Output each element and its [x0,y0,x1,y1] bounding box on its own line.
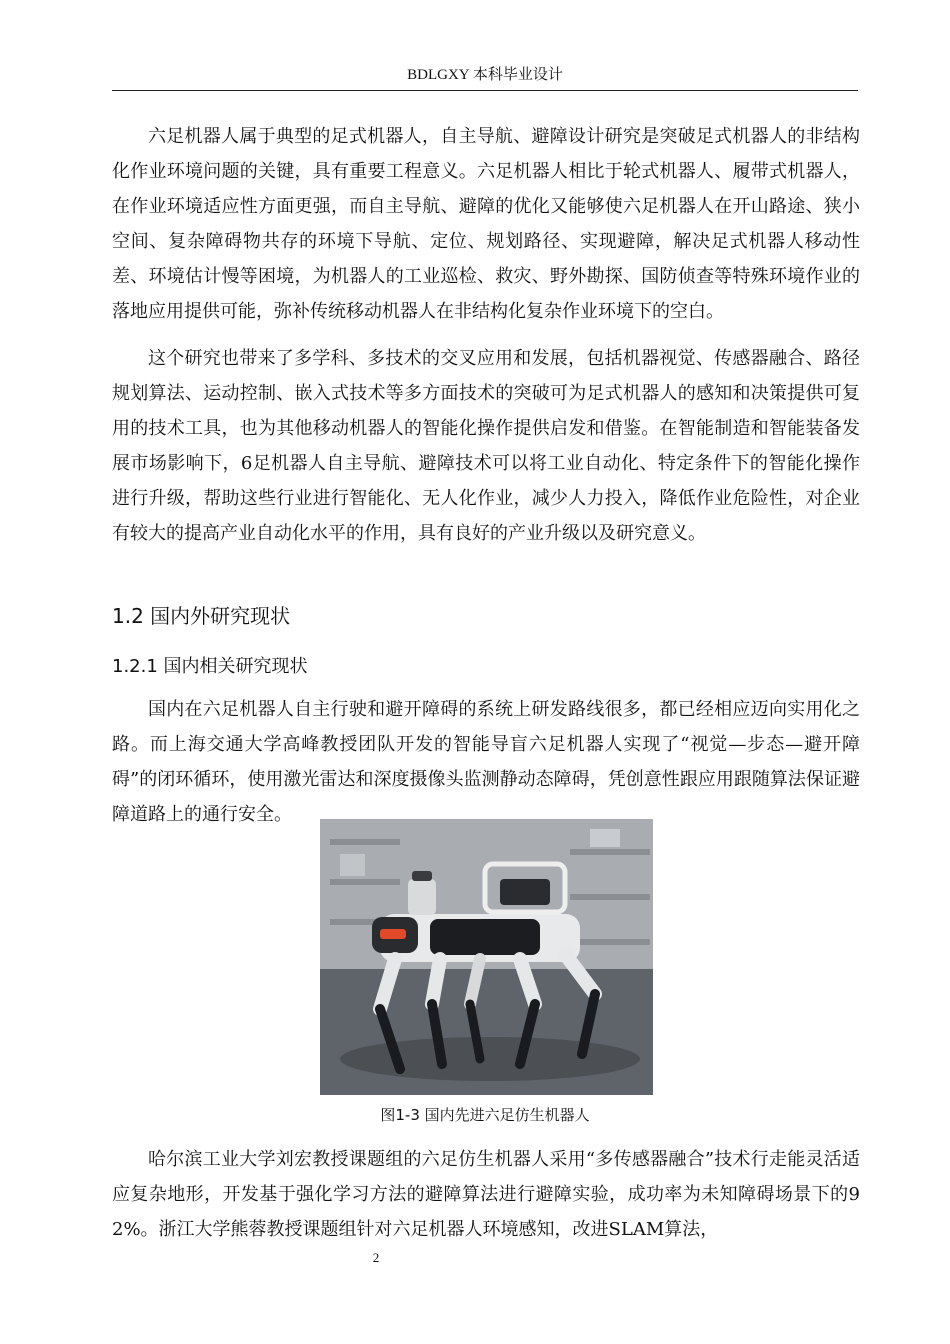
paragraph-interdisciplinary: 这个研究也带来了多学科、多技术的交叉应用和发展，包括机器视觉、传感器融合、路径规划算法、运动控制、嵌入式技术等多方面技术的突破可为足式机器人的感知和决策提供可复用的技术工具，也为其他移动机器人的智能化操作提供启发和借鉴。在智能制造和智能装备发展市场影响下，6足机器人自主导航、避障技术可以将工业自动化、特定条件下的智能化操作进行升级，帮助这些行业进行智能化、无人化作业，减少人力投入，降低作业危险性，对企业有较大的提高产业自动化水平的作用，具有良好的产业升级以及研究意义。 [112,348,860,544]
header-divider [112,90,858,91]
paragraph-harbin-research: 哈尔滨工业大学刘宏教授课题组的六足仿生机器人采用“多传感器融合”技术行走能灵活适应复杂地形，开发基于强化学习方法的避障算法进行避障实验，成功率为未知障碍场景下的92%。浙江大学熊蓉教授课题组针对六足机器人环境感知，改进SLAM算法， [112,1149,860,1240]
robot-figure-image [320,819,653,1095]
paragraph-significance: 六足机器人属于典型的足式机器人，自主导航、避障设计研究是突破足式机器人的非结构化作业环境问题的关键，具有重要工程意义。六足机器人相比于轮式机器人、履带式机器人，在作业环境适应性方面更强，而自主导航、避障的优化又能够使六足机器人在开山路途、狭小空间、复杂障碍物共存的环境下导航、定位、规划路径、实现避障，解决足式机器人移动性差、环境估计慢等困境，为机器人的工业巡检、救灾、野外勘探、国防侦查等特殊环境作业的落地应用提供可能，弥补传统移动机器人在非结构化复杂作业环境下的空白。 [112,126,860,322]
paragraph-domestic-research: 国内在六足机器人自主行驶和避开障碍的系统上研发路线很多，都已经相应迈向实用化之路。而上海交通大学高峰教授团队开发的智能导盲六足机器人实现了“视觉—步态—避开障碍”的闭环循环，使用激光雷达和深度摄像头监测静动态障碍，凭创意性跟应用跟随算法保证避障道路上的通行安全。 [112,699,860,825]
page-header: BDLGXY 本科毕业设计 [407,67,563,83]
figure-caption: 图1-3 国内先进六足仿生机器人 [380,1106,590,1124]
subsection-heading: 1.2.1 国内相关研究现状 [112,656,308,677]
section-heading: 1.2 国内外研究现状 [112,604,291,628]
page-number: 2 [372,1250,380,1265]
robot-illustration [320,819,653,1095]
